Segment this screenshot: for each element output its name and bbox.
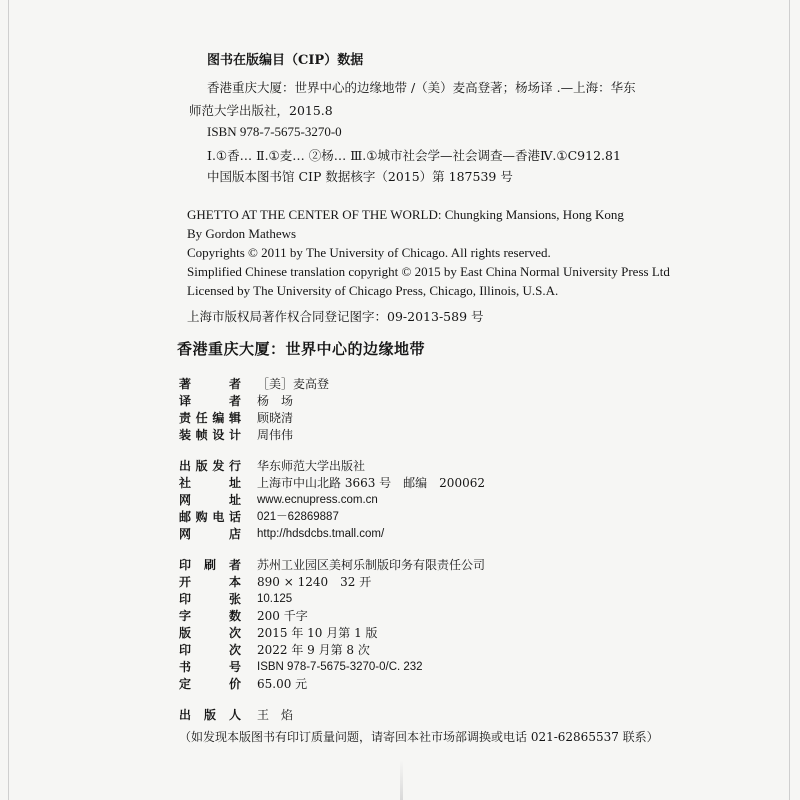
credit-label: 译 者 [179, 394, 241, 408]
credit-label: 装帧设计 [179, 428, 241, 442]
printing-value: 200 千字 [257, 609, 308, 623]
publisher-person-value: 王 焰 [257, 708, 294, 722]
credit-value: ［美］麦高登 [257, 377, 330, 391]
credit-label: 责任编辑 [179, 411, 241, 425]
publisher-person-label: 出 版 人 [179, 708, 241, 722]
publisher-label: 网 店 [179, 527, 241, 541]
printing-value: 苏州工业园区美柯乐制版印务有限责任公司 [257, 558, 486, 572]
publisher-label: 网 址 [179, 493, 241, 507]
printing-label: 书 号 [179, 660, 241, 674]
printing-label: 开 本 [179, 575, 241, 589]
publisher-value: 上海市中山北路 3663 号 邮编 200062 [257, 476, 485, 490]
cip-heading: 图书在版编目（CIP）数据 [207, 53, 364, 68]
publisher-value: 华东师范大学出版社 [257, 459, 366, 473]
credit-value: 顾晓清 [257, 411, 294, 425]
publisher-value: http://hdsdcbs.tmall.com/ [257, 528, 385, 540]
english-title: GHETTO AT THE CENTER OF THE WORLD: Chungking Mansions, Hong Kong [187, 207, 624, 222]
printing-label: 字 数 [179, 609, 241, 623]
english-copyright: Copyrights © 2011 by The University of Chicago. All rights reserved. [187, 245, 551, 260]
cip-line-2: 师范大学出版社，2015.8 [189, 103, 333, 118]
printing-value: ISBN 978-7-5675-3270-0/C. 232 [257, 661, 423, 673]
cip-classification: Ⅰ.①香… Ⅱ.①麦… ②杨… Ⅲ.①城市社会学—社会调查—香港Ⅳ.①C912.81 [207, 148, 621, 163]
printing-value: 2022 年 9 月第 8 次 [257, 643, 370, 657]
credit-value: 杨 场 [257, 394, 294, 408]
cip-line-1: 香港重庆大厦：世界中心的边缘地带 /（美）麦高登著；杨场译 .—上海：华东 [207, 80, 636, 95]
registration-number: 上海市版权局著作权合同登记图字：09-2013-589 号 [187, 309, 484, 324]
english-author: By Gordon Mathews [187, 226, 297, 241]
credit-label: 著 者 [179, 377, 241, 391]
printing-label: 印 次 [179, 643, 241, 657]
credit-value: 周伟伟 [257, 428, 294, 442]
license-line: Licensed by The University of Chicago Press, Chicago, Illinois, U.S.A. [187, 283, 559, 298]
printing-label: 印 张 [179, 592, 241, 606]
quality-note: （如发现本版图书有印订质量问题，请寄回本社市场部调换或电话 021-62865537 联系） [179, 730, 659, 744]
printing-value: 65.00 元 [257, 677, 308, 691]
printing-label: 定 价 [179, 677, 241, 691]
translation-copyright: Simplified Chinese translation copyright © 2015 by East China Normal University Press Ltd [187, 264, 670, 279]
printing-label: 版 次 [179, 626, 241, 640]
book-title: 香港重庆大厦：世界中心的边缘地带 [177, 340, 426, 358]
publisher-label: 社 址 [179, 476, 241, 490]
cip-isbn: ISBN 978-7-5675-3270-0 [207, 124, 342, 139]
publisher-label: 邮购电话 [179, 510, 241, 524]
printing-value: 10.125 [257, 593, 293, 605]
printing-value: 890 × 1240 32 开 [257, 575, 372, 589]
publisher-value: www.ecnupress.com.cn [257, 494, 378, 506]
publisher-value: 021－62869887 [257, 511, 339, 523]
cip-library-record: 中国版本图书馆 CIP 数据核字（2015）第 187539 号 [207, 169, 513, 184]
printing-value: 2015 年 10 月第 1 版 [257, 626, 378, 640]
printing-label: 印 刷 者 [179, 558, 241, 572]
publisher-label: 出版发行 [179, 459, 241, 473]
